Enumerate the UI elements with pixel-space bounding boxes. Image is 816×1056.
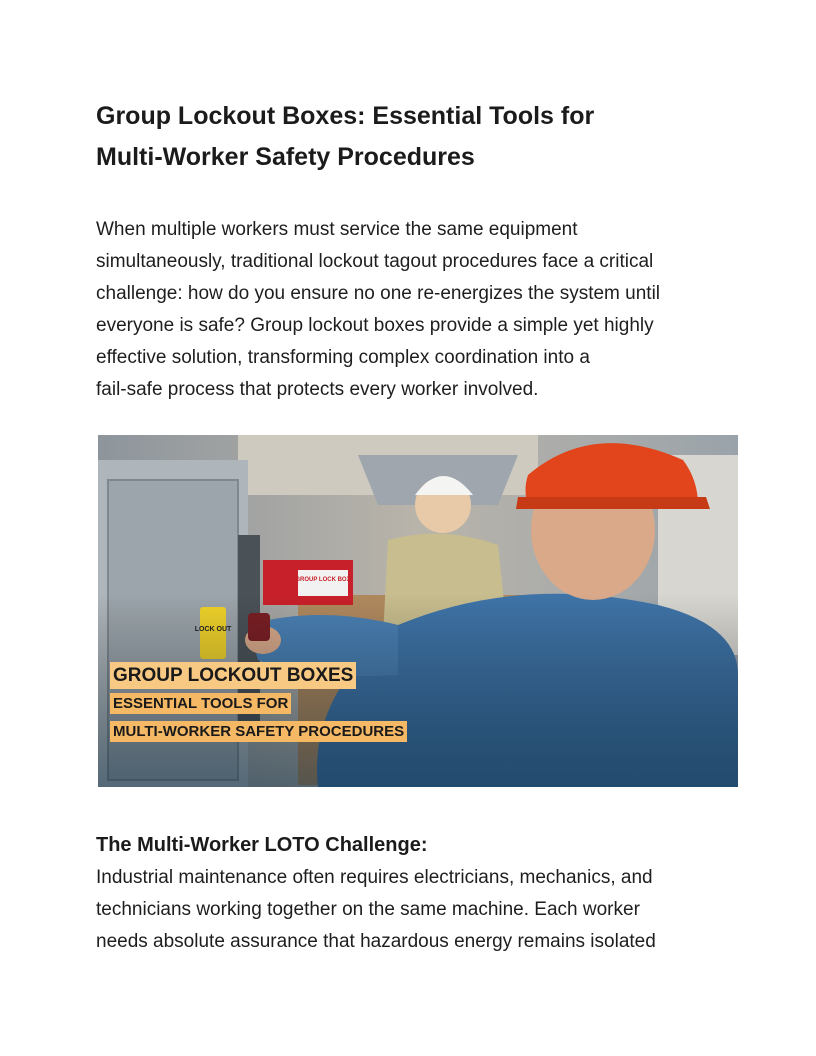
article-title bbox=[96, 96, 720, 178]
article-body bbox=[96, 96, 720, 406]
intro-line: everyone is safe? Group lockout boxes provide a simple yet highly bbox=[96, 315, 654, 336]
intro-line: fail-safe process that protects every worker involved. bbox=[96, 379, 539, 400]
section-paragraph bbox=[96, 862, 656, 958]
title-line-2: Multi-Worker Safety Procedures bbox=[96, 143, 475, 171]
section-line: technicians working together on the same machine. Each worker bbox=[96, 899, 640, 920]
intro-line: effective solution, transforming complex coordination into a bbox=[96, 347, 590, 368]
title-line-1: Group Lockout Boxes: Essential Tools for bbox=[96, 102, 595, 130]
intro-paragraph bbox=[96, 214, 720, 406]
intro-line: simultaneously, traditional lockout tagout procedures face a critical bbox=[96, 251, 654, 272]
hero-banner-line-2: ESSENTIAL TOOLS FOR bbox=[110, 693, 291, 714]
section-line: Industrial maintenance often requires electricians, mechanics, and bbox=[96, 867, 653, 888]
section-heading: The Multi-Worker LOTO Challenge: bbox=[96, 834, 428, 856]
intro-line: challenge: how do you ensure no one re-energizes the system until bbox=[96, 283, 661, 304]
section-line: needs absolute assurance that hazardous energy remains isolated bbox=[96, 931, 656, 952]
hero-banner-line-3: MULTI-WORKER SAFETY PROCEDURES bbox=[110, 721, 407, 742]
hero-banner-line-1: GROUP LOCKOUT BOXES bbox=[110, 662, 356, 689]
intro-line: When multiple workers must service the same equipment bbox=[96, 219, 578, 240]
